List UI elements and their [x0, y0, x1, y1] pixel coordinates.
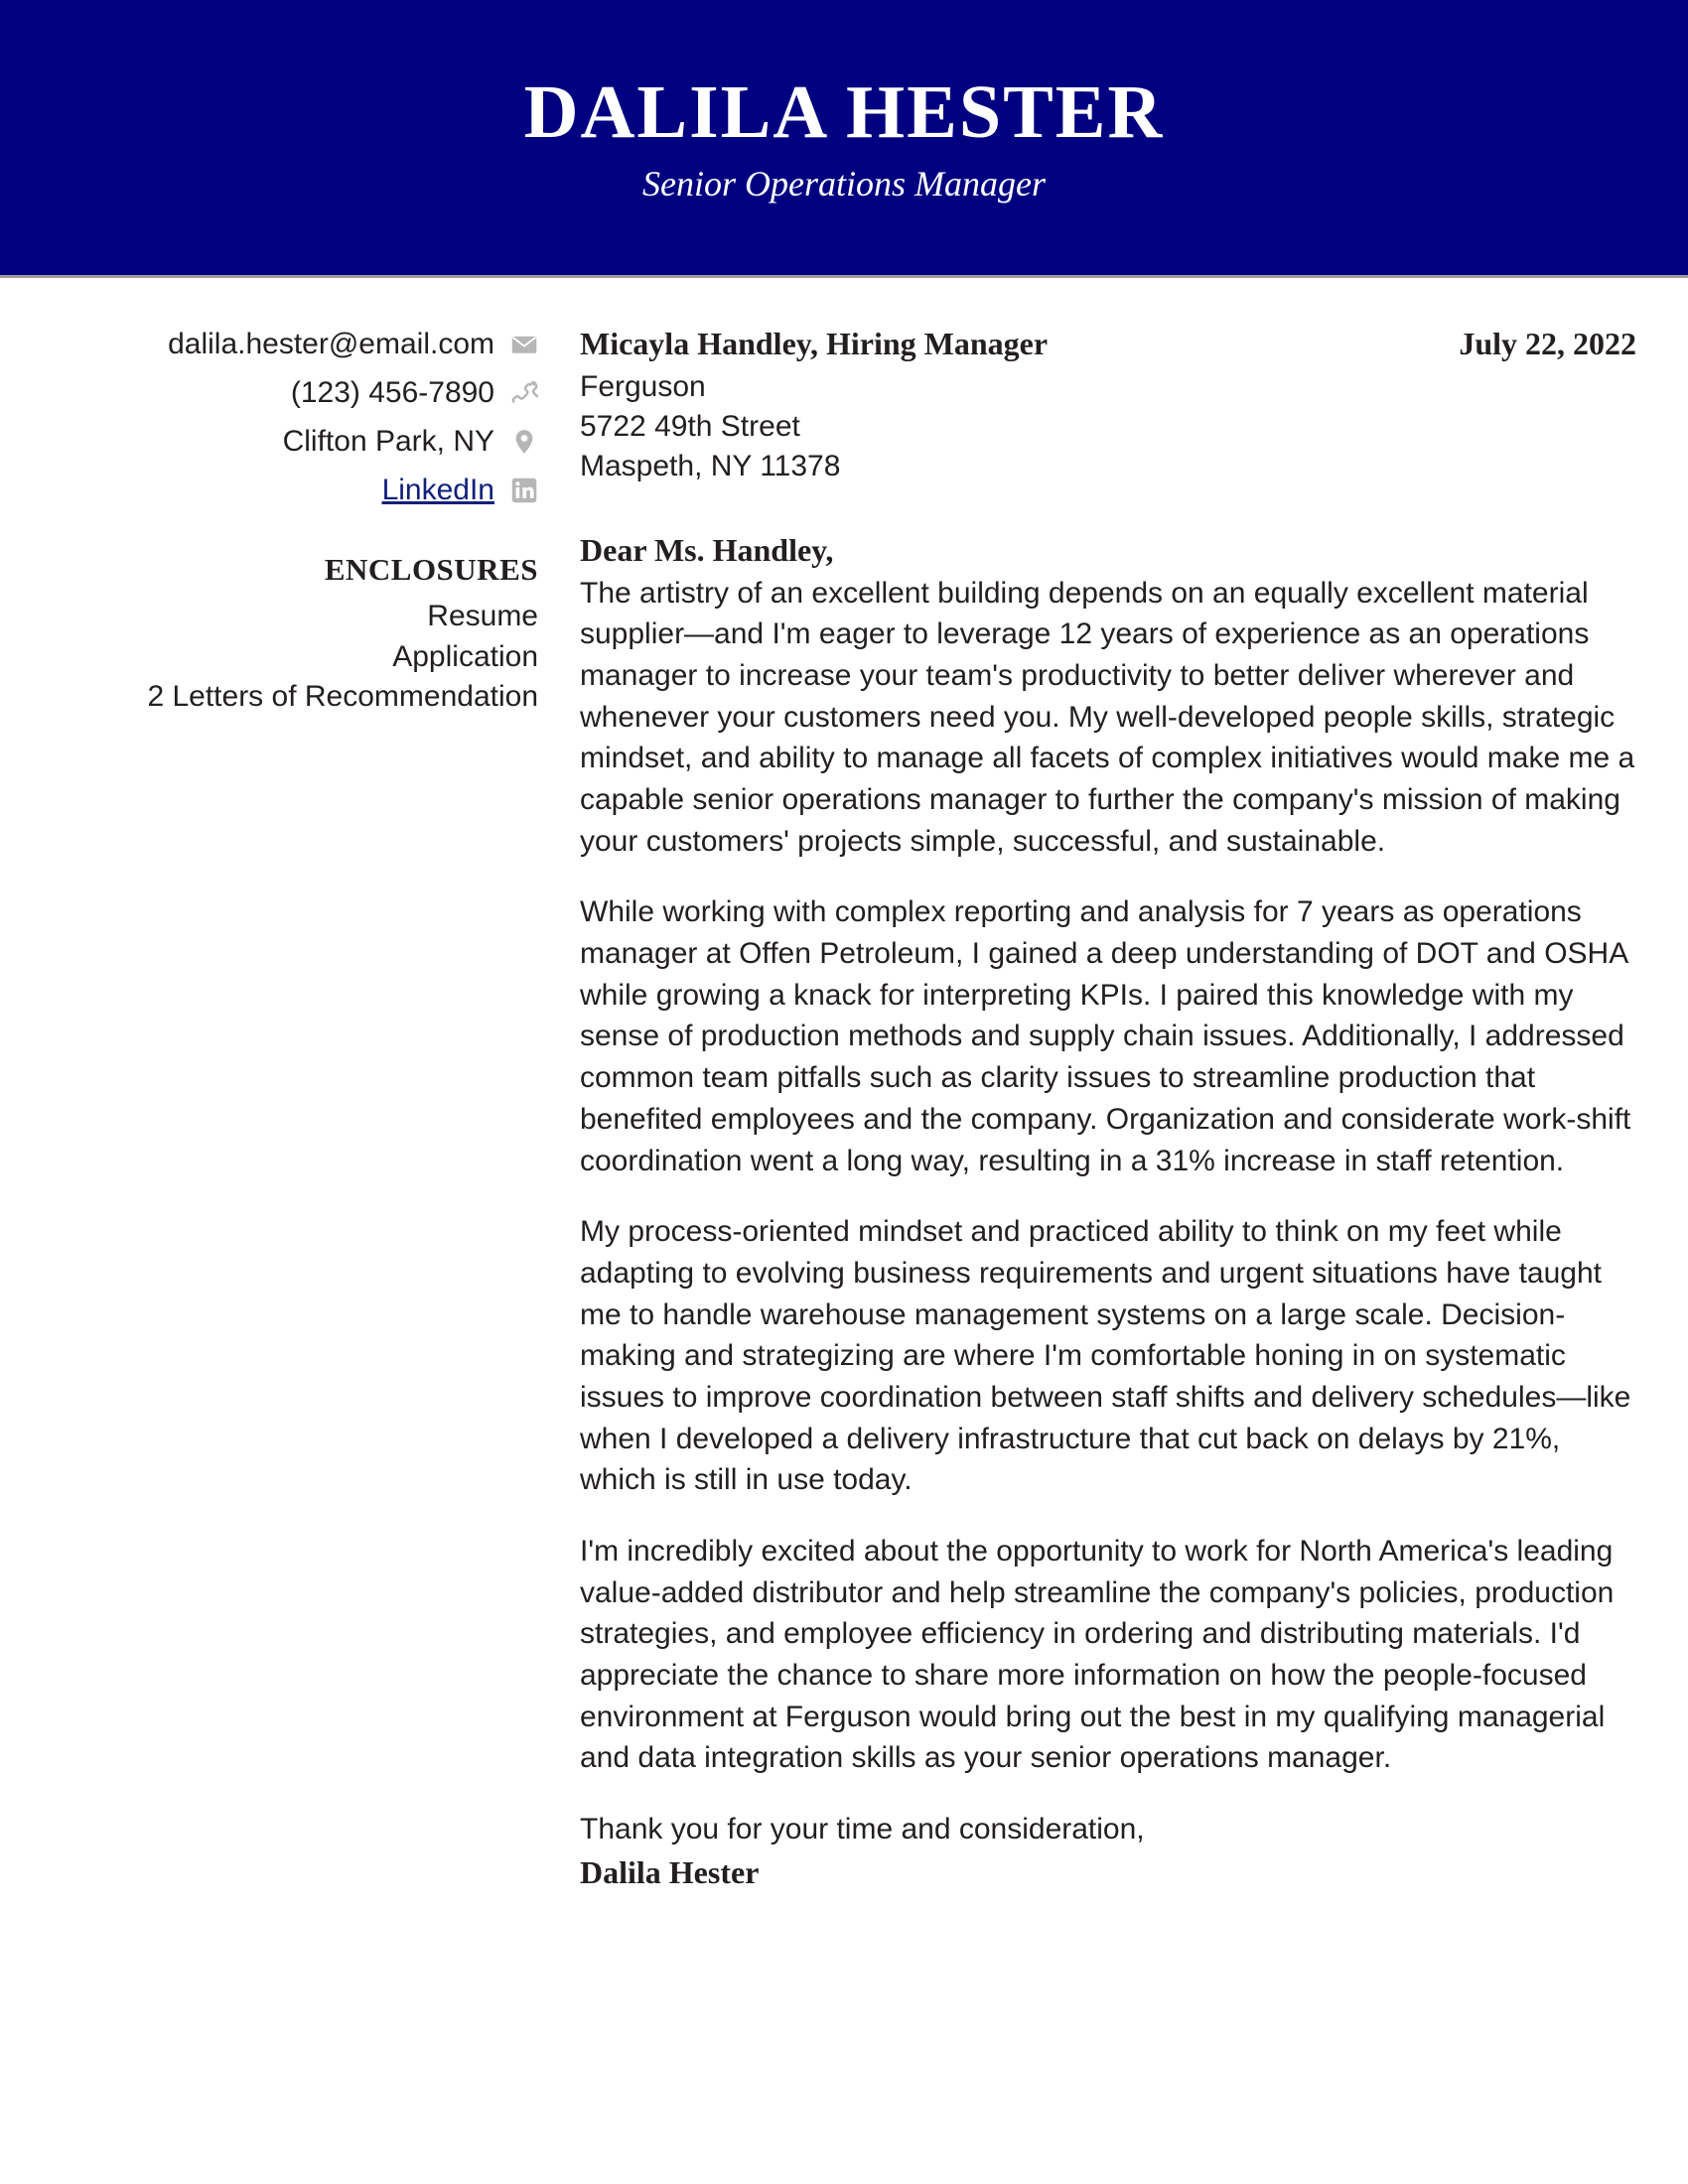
page-body — [0, 278, 1688, 1893]
recipient-and-date-row — [580, 324, 1636, 486]
enclosures-heading: ENCLOSURES — [324, 552, 538, 587]
job-title-subtitle: Senior Operations Manager — [642, 163, 1046, 204]
location-pin-icon — [510, 428, 538, 456]
contact-email-text: dalila.hester@email.com — [168, 328, 494, 360]
letter-paragraph: The artistry of an excellent building depends on an equally excellent material supplier—and I'm eager to leverage 12 years of experience as an operations manager to increase your team's productivity to better deliver wherever and whenever your customers need you. My well-developed people skills, strategic mindset, and ability to manage all facets of complex initiatives would make me a capable senior operations manager to further the company's mission of making your customers' projects simple, successful, and sustainable. — [580, 576, 1635, 858]
recipient-name-title: Micayla Handley, Hiring Manager — [580, 326, 1049, 361]
sidebar-column — [52, 324, 538, 718]
phone-icon — [510, 379, 538, 407]
contact-item-email — [52, 324, 538, 365]
recipient-street: 5722 49th Street — [580, 409, 800, 443]
letter-column — [538, 324, 1636, 1893]
header-banner — [0, 0, 1688, 278]
enclosure-item: 2 Letters of Recommendation — [147, 680, 538, 714]
contact-item-phone — [52, 372, 538, 414]
recipient-company: Ferguson — [580, 369, 706, 403]
letter-paragraph: My process-oriented mindset and practiced ability to think on my feet while adapting to evolving business requirements and urgent situations have taught me to handle warehouse management systems on a large scale. Decision-making and strategizing are where I'm comfortable honing in on systematic issues to improve coordination between staff shifts and delivery schedules—like when I developed a delivery infrastructure that cut back on delays by 21%, which is still in use today. — [580, 1215, 1631, 1497]
contact-phone-text: (123) 456-7890 — [290, 376, 494, 409]
contact-item-location — [52, 421, 538, 463]
signature-name: Dalila Hester — [580, 1853, 760, 1890]
letter-body — [580, 530, 1636, 1893]
salutation: Dear Ms. Handley, — [580, 531, 834, 568]
contact-list — [52, 324, 538, 511]
page-title: DALILA HESTER — [523, 69, 1165, 154]
linkedin-link[interactable]: LinkedIn — [381, 474, 494, 506]
closing-line: Thank you for your time and consideration, — [580, 1813, 1145, 1846]
letter-date: July 22, 2022 — [1459, 326, 1636, 361]
letter-paragraph: I'm incredibly excited about the opportunity to work for North America's leading value-added distributor and help streamline the company's policies, production strategies, and employee efficiency in ordering and distributing materials. I'd appreciate the chance to share more information on how the people-focused environment at Ferguson would bring out the best in my qualifying managerial and data integration skills as your senior operations manager. — [580, 1535, 1615, 1775]
letter-paragraph: While working with complex reporting and analysis for 7 years as operations manager at Offen Petroleum, I gained a deep understanding of DOT and OSHA while growing a knack for interpreting KPIs. I paired this knowledge with my sense of production methods and supply chain issues. Additionally, I addressed common team pitfalls such as clarity issues to streamline production that benefited employees and the company. Organization and considerate work-shift coordination went a long way, resulting in a 31% increase in staff retention. — [580, 895, 1631, 1177]
enclosure-item: Application — [392, 639, 538, 673]
recipient-city-state-zip: Maspeth, NY 11378 — [580, 449, 841, 482]
linkedin-icon[interactable] — [510, 477, 538, 504]
recipient-block — [580, 324, 1429, 486]
contact-item-linkedin[interactable] — [52, 470, 538, 511]
envelope-icon — [510, 331, 538, 358]
enclosures-section — [52, 551, 538, 718]
contact-location-text: Clifton Park, NY — [282, 425, 494, 458]
enclosure-item: Resume — [427, 600, 538, 633]
